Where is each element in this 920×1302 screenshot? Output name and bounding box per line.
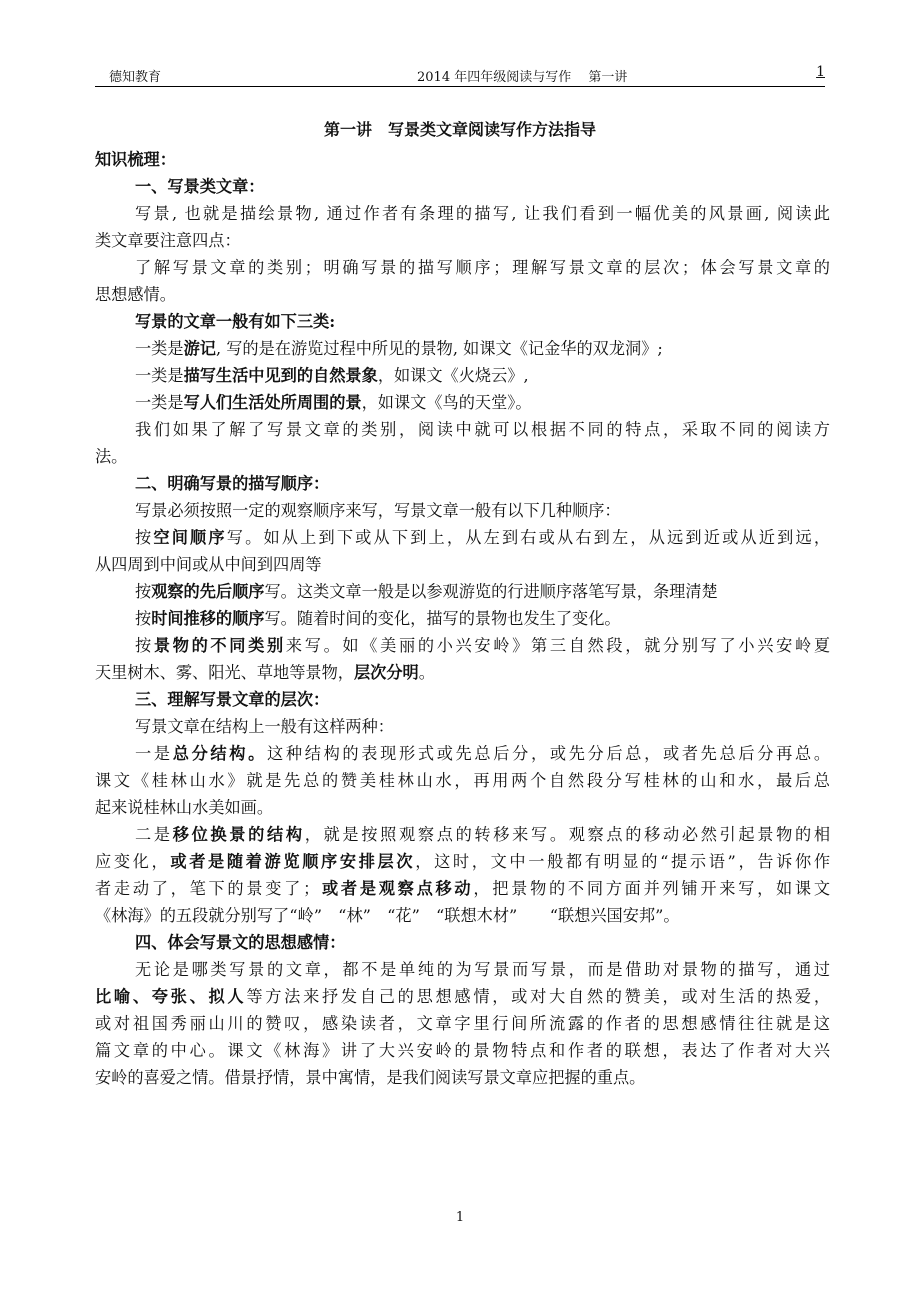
text-line [95,254,830,281]
text-run: 我们如果了解了写景文章的类别，阅读中就可以根据不同的特点，采取不同的阅读方 [135,420,830,439]
bold-text-run: 三、理解写景文章的层次： [135,690,330,709]
text-run: 写景, 也就是描绘景物, 通过作者有条理的描写, 让我们看到一幅优美的风景画, 阅读此 [135,204,830,223]
text-run: 按 [135,528,154,547]
text-line [95,335,830,362]
text-run: 一类是 [135,339,184,358]
document-body [95,146,830,1091]
text-run: 按 [135,636,154,655]
text-run: ，就是按照观察点的转移来写。观察点的移动必然引起景物的相 [304,825,831,844]
text-run: 写。这类文章一般是以参观游览的行进顺序落笔写景，条理清楚 [264,582,718,601]
bold-text-run: 层次分明 [354,663,419,682]
text-line [95,416,830,443]
document-title: 第一讲 写景类文章阅读写作方法指导 [323,120,596,139]
text-run: 起来说桂林山水美如画。 [95,798,274,817]
text-line [95,632,830,659]
header-organization: 德知教育 [109,70,162,85]
text-line [95,767,830,794]
text-run: 一是 [135,744,173,763]
bold-text-run: 写景的文章一般有如下三类: [135,312,336,331]
text-run: 应变化， [95,852,171,871]
header-course-title: 2014 年四年级阅读与写作 第一讲 [417,70,628,85]
text-line [95,551,830,578]
text-run: , 写的是在游览过程中所见的景物, 如课文《记金华的双龙洞》; [215,339,663,358]
text-line [95,983,830,1010]
text-run: 天里树木、雾、阳光、草地等景物， [95,663,354,682]
text-run: 了解写景文章的类别；明确写景的描写顺序；理解写景文章的层次；体会写景文章的 [135,258,830,277]
bold-text-run: 四、体会写景文的思想感情： [135,933,346,952]
text-line [95,713,830,740]
text-run: 写景必须按照一定的观察顺序来写，写景文章一般有以下几种顺序： [135,501,621,520]
text-line [95,902,830,929]
bold-text-run: 或者是随着游览顺序安排层次 [170,852,416,871]
text-run: 一类是 [135,366,184,385]
text-line [95,605,830,632]
text-run: 《林海》的五段就分别写了“岭” “林” “花” “联想木材” “联想兴国安邦”。 [95,906,680,925]
text-run: ，把景物的不同方面并列铺开来写，如课文 [473,879,831,898]
text-run: 从四周到中间或从中间到四周等 [95,555,322,574]
text-line [95,1010,830,1037]
text-line [95,173,830,200]
bold-text-run: 空间顺序 [153,528,227,547]
text-run: 这种结构的表现形式或先总后分，或先分后总，或者先总后分再总。 [267,744,831,763]
text-run: 二是 [135,825,173,844]
text-line [95,875,830,902]
bold-text-run: 景物的不同类别 [153,636,286,655]
text-line [95,281,830,308]
text-line [95,956,830,983]
text-line [95,821,830,848]
footer-page-number: 1 [455,1210,465,1225]
text-line [95,227,830,254]
text-run: 等方法来抒发自己的思想感情，或对大自然的赞美，或对生活的热爱， [246,987,831,1006]
text-line [95,578,830,605]
bold-text-run: 移位换景的结构 [172,825,305,844]
text-run: ，这时，文中一般都有明显的“提示语”，告诉你作 [415,852,831,871]
text-run: 写。如从上到下或从下到上，从左到右或从右到左，从远到近或从近到远， [226,528,831,547]
text-line [95,389,830,416]
text-run: 安岭的喜爱之情。借景抒情，景中寓情，是我们阅读写景文章应把握的重点。 [95,1068,646,1087]
text-run: ，如课文《火烧云》, [377,366,529,385]
text-line [95,740,830,767]
bold-text-run: 知识梳理： [95,150,176,169]
text-run: 按 [135,609,152,628]
bold-text-run: 时间推移的顺序 [151,609,265,628]
text-run: 思想感情。 [95,285,176,304]
text-line [95,146,830,173]
text-run: 类文章要注意四点： [95,231,241,250]
text-line [95,659,830,686]
text-line [95,443,830,470]
text-run: 写景文章在结构上一般有这样两种： [135,717,394,736]
bold-text-run: 二、明确写景的描写顺序： [135,474,330,493]
bold-text-run: 一、写景类文章： [135,177,265,196]
bold-text-run: 观察的先后顺序 [151,582,265,601]
text-run: 课文《桂林山水》就是先总的赞美桂林山水，再用两个自然段分写桂林的山和水，最后总 [95,771,830,790]
text-run: 或对祖国秀丽山川的赞叹，感染读者，文章字里行间所流露的作者的思想感情往往就是这 [95,1014,830,1033]
text-run: ，如课文《鸟的天堂》。 [361,393,532,412]
text-run: 按 [135,582,152,601]
text-line [95,524,830,551]
text-line [95,686,830,713]
text-line [95,308,830,335]
text-run: 法。 [95,447,128,466]
page-header [95,66,825,87]
text-run: 一类是 [135,393,184,412]
text-run: 无论是哪类写景的文章，都不是单纯的为写景而写景，而是借助对景物的描写，通过 [135,960,830,979]
text-line [95,200,830,227]
text-run: 来写。如《美丽的小兴安岭》第三自然段，就分别写了小兴安岭夏 [285,636,831,655]
text-line [95,794,830,821]
text-run: 者走动了，笔下的景变了； [95,879,320,898]
bold-text-run: 游记 [183,339,216,358]
bold-text-run: 总分结构。 [172,744,267,763]
text-run: 写。随着时间的变化，描写的景物也发生了变化。 [264,609,621,628]
text-line [95,470,830,497]
text-line [95,1064,830,1091]
text-run: 篇文章的中心。课文《林海》讲了大兴安岭的景物特点和作者的联想，表达了作者对大兴 [95,1041,830,1060]
text-line [95,362,830,389]
bold-text-run: 或者是观察点移动 [319,879,474,898]
text-line [95,1037,830,1064]
bold-text-run: 比喻、夸张、拟人 [95,987,247,1006]
header-page-number: 1 [816,64,825,80]
bold-text-run: 写人们生活处所周围的景 [183,393,362,412]
text-run: 。 [418,663,435,682]
text-line [95,497,830,524]
text-line [95,848,830,875]
text-line [95,929,830,956]
bold-text-run: 描写生活中见到的自然景象 [183,366,378,385]
